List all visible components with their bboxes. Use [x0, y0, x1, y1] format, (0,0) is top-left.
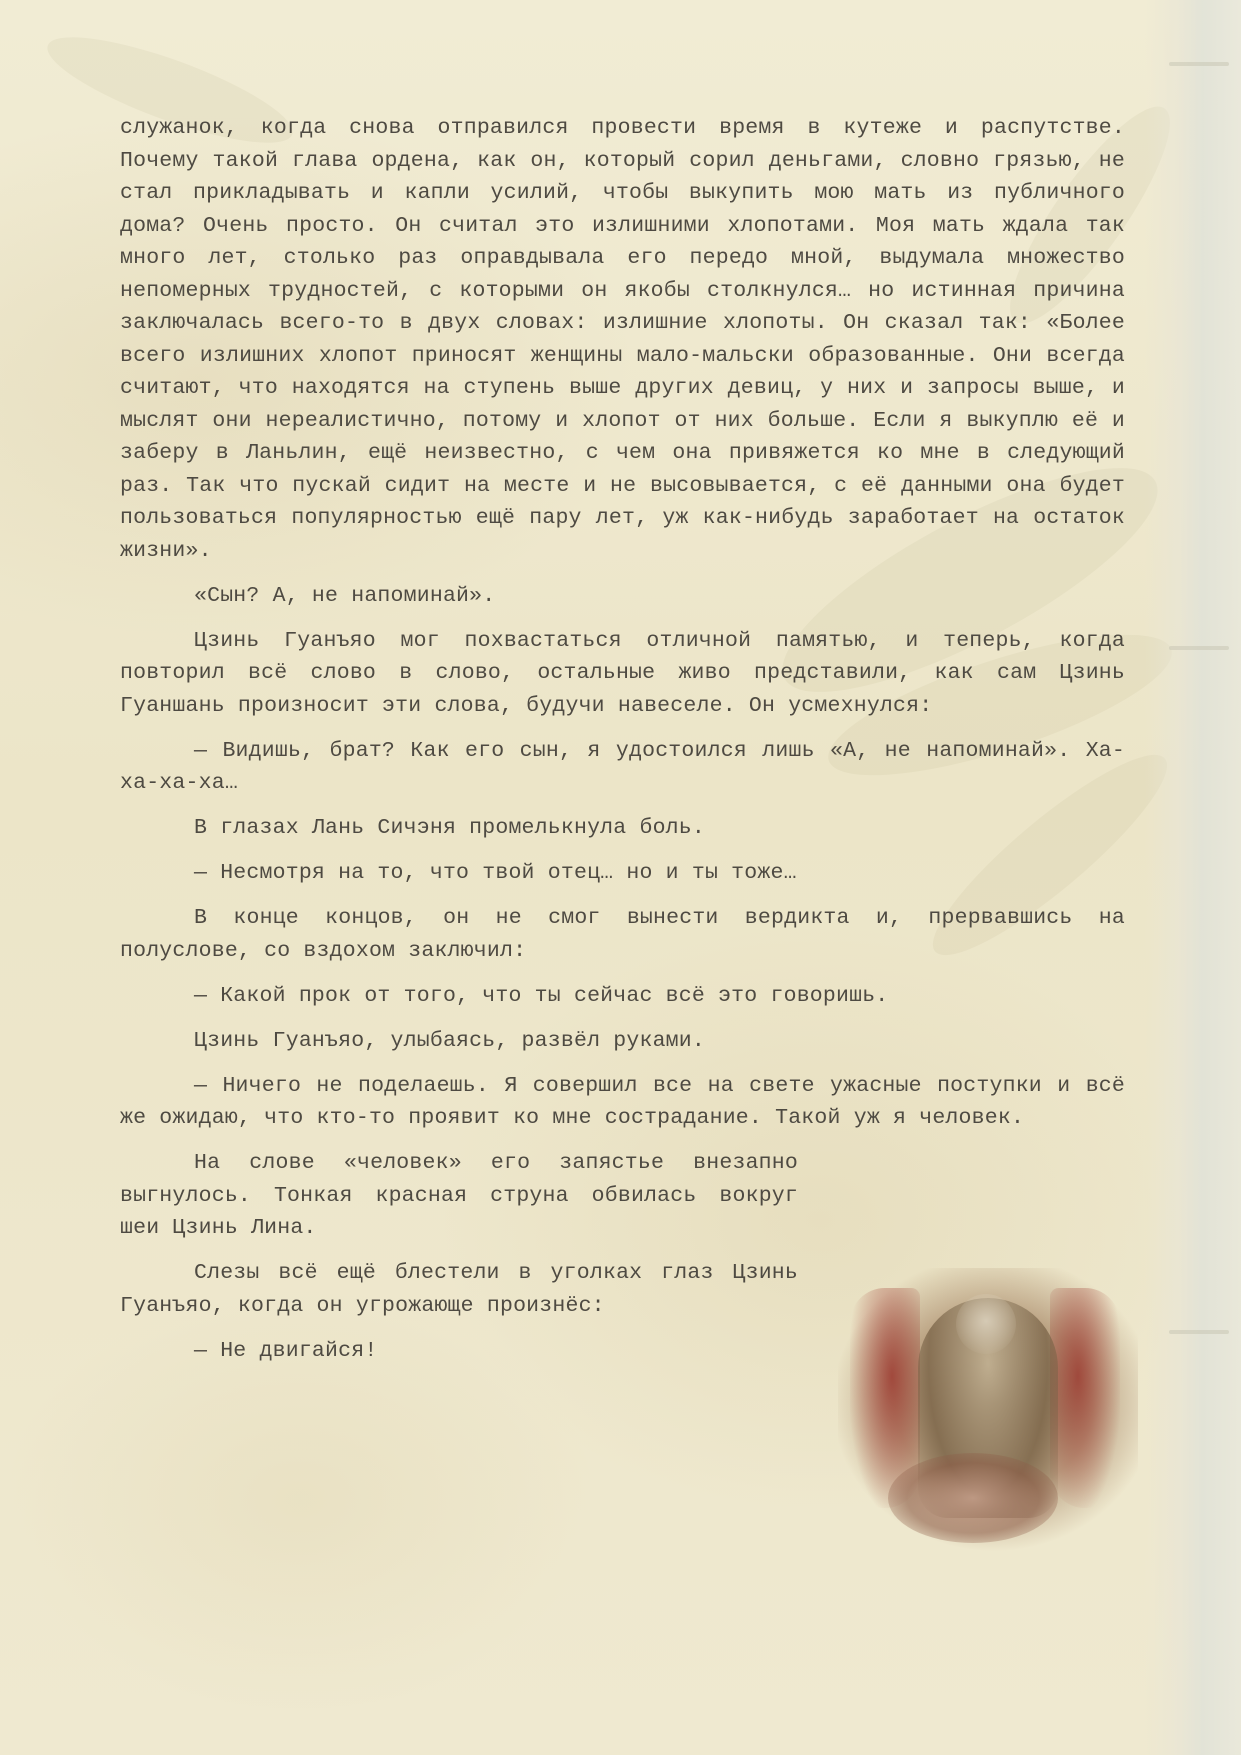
bamboo-node [1169, 646, 1229, 650]
paragraph: В конце концов, он не смог вынести вердикта и, прервавшись на полуслове, со вздохом заключил: [120, 906, 1125, 963]
bamboo-node [1169, 62, 1229, 66]
paragraph: служанок, когда снова отправился провести время в кутеже и распутстве. Почему такой глава ордена, как он, который сорил деньгами, словно грязью, не стал прикладывать и капли усилий, чтобы выкупить мою мать из публичного дома? Очень просто. Он считал это излишними хлопотами. Моя мать ждала так много лет, столько раз оправдывала его передо мной, выдумала множество непомерных трудностей, с которыми он якобы столкнулся… но истинная причина заключалась всего-то в двух словах: излишние хлопоты. Он сказал так: «Более всего излишних хлопот приносят женщины мало-мальски образованные. Они всегда считают, что находятся на ступень выше других девиц, у них и запросы выше, и мыслят они нереалистично, потому и хлопот от них больше. Если я выкуплю её и заберу в Ланьлин, ещё неизвестно, с чем она привяжется ко мне в следующий раз. Так что пускай сидит на месте и не высовывается, с её данными она будет пользоваться популярностью ещё пару лет, уж как-нибудь заработает на остаток жизни». [120, 116, 1125, 563]
paragraph: В глазах Лань Сичэня промелькнула боль. [194, 816, 705, 840]
paragraph: Слезы всё ещё блестели в уголках глаз Цзинь Гуанъяо, когда он угрожающе произнёс: [120, 1261, 798, 1318]
paragraph: — Ничего не поделаешь. Я совершил все на свете ужасные поступки и всё же ожидаю, что кто-то проявит ко мне сострадание. Такой уж я человек. [120, 1073, 1125, 1130]
bamboo-border [1145, 0, 1241, 1755]
paragraph: — Какой прок от того, что ты сейчас всё это говоришь. [194, 983, 889, 1008]
paragraph: — Несмотря на то, что твой отец… но и ты тоже… [194, 861, 797, 885]
body-text [120, 112, 1125, 1380]
paragraph: Цзинь Гуанъяо мог похвастаться отличной памятью, и теперь, когда повторил всё слово в слово, остальные живо представили, как сам Цзинь Гуаншань произносит эти слова, будучи навеселе. Он усмехнулся: [120, 628, 1125, 718]
paragraph: «Сын? А, не напоминай». [194, 583, 496, 608]
bamboo-node [1169, 1330, 1229, 1334]
paragraph: На слове «человек» его запястье внезапно выгнулось. Тонкая красная струна обвилась вокруг шеи Цзинь Лина. [120, 1151, 798, 1240]
paragraph: Цзинь Гуанъяо, улыбаясь, развёл руками. [194, 1028, 705, 1053]
paragraph: — Видишь, брат? Как его сын, я удостоился лишь «А, не напоминай». Ха-ха-ха-ха… [120, 738, 1125, 795]
paragraph: — Не двигайся! [194, 1338, 378, 1363]
figure-lower [888, 1453, 1058, 1543]
